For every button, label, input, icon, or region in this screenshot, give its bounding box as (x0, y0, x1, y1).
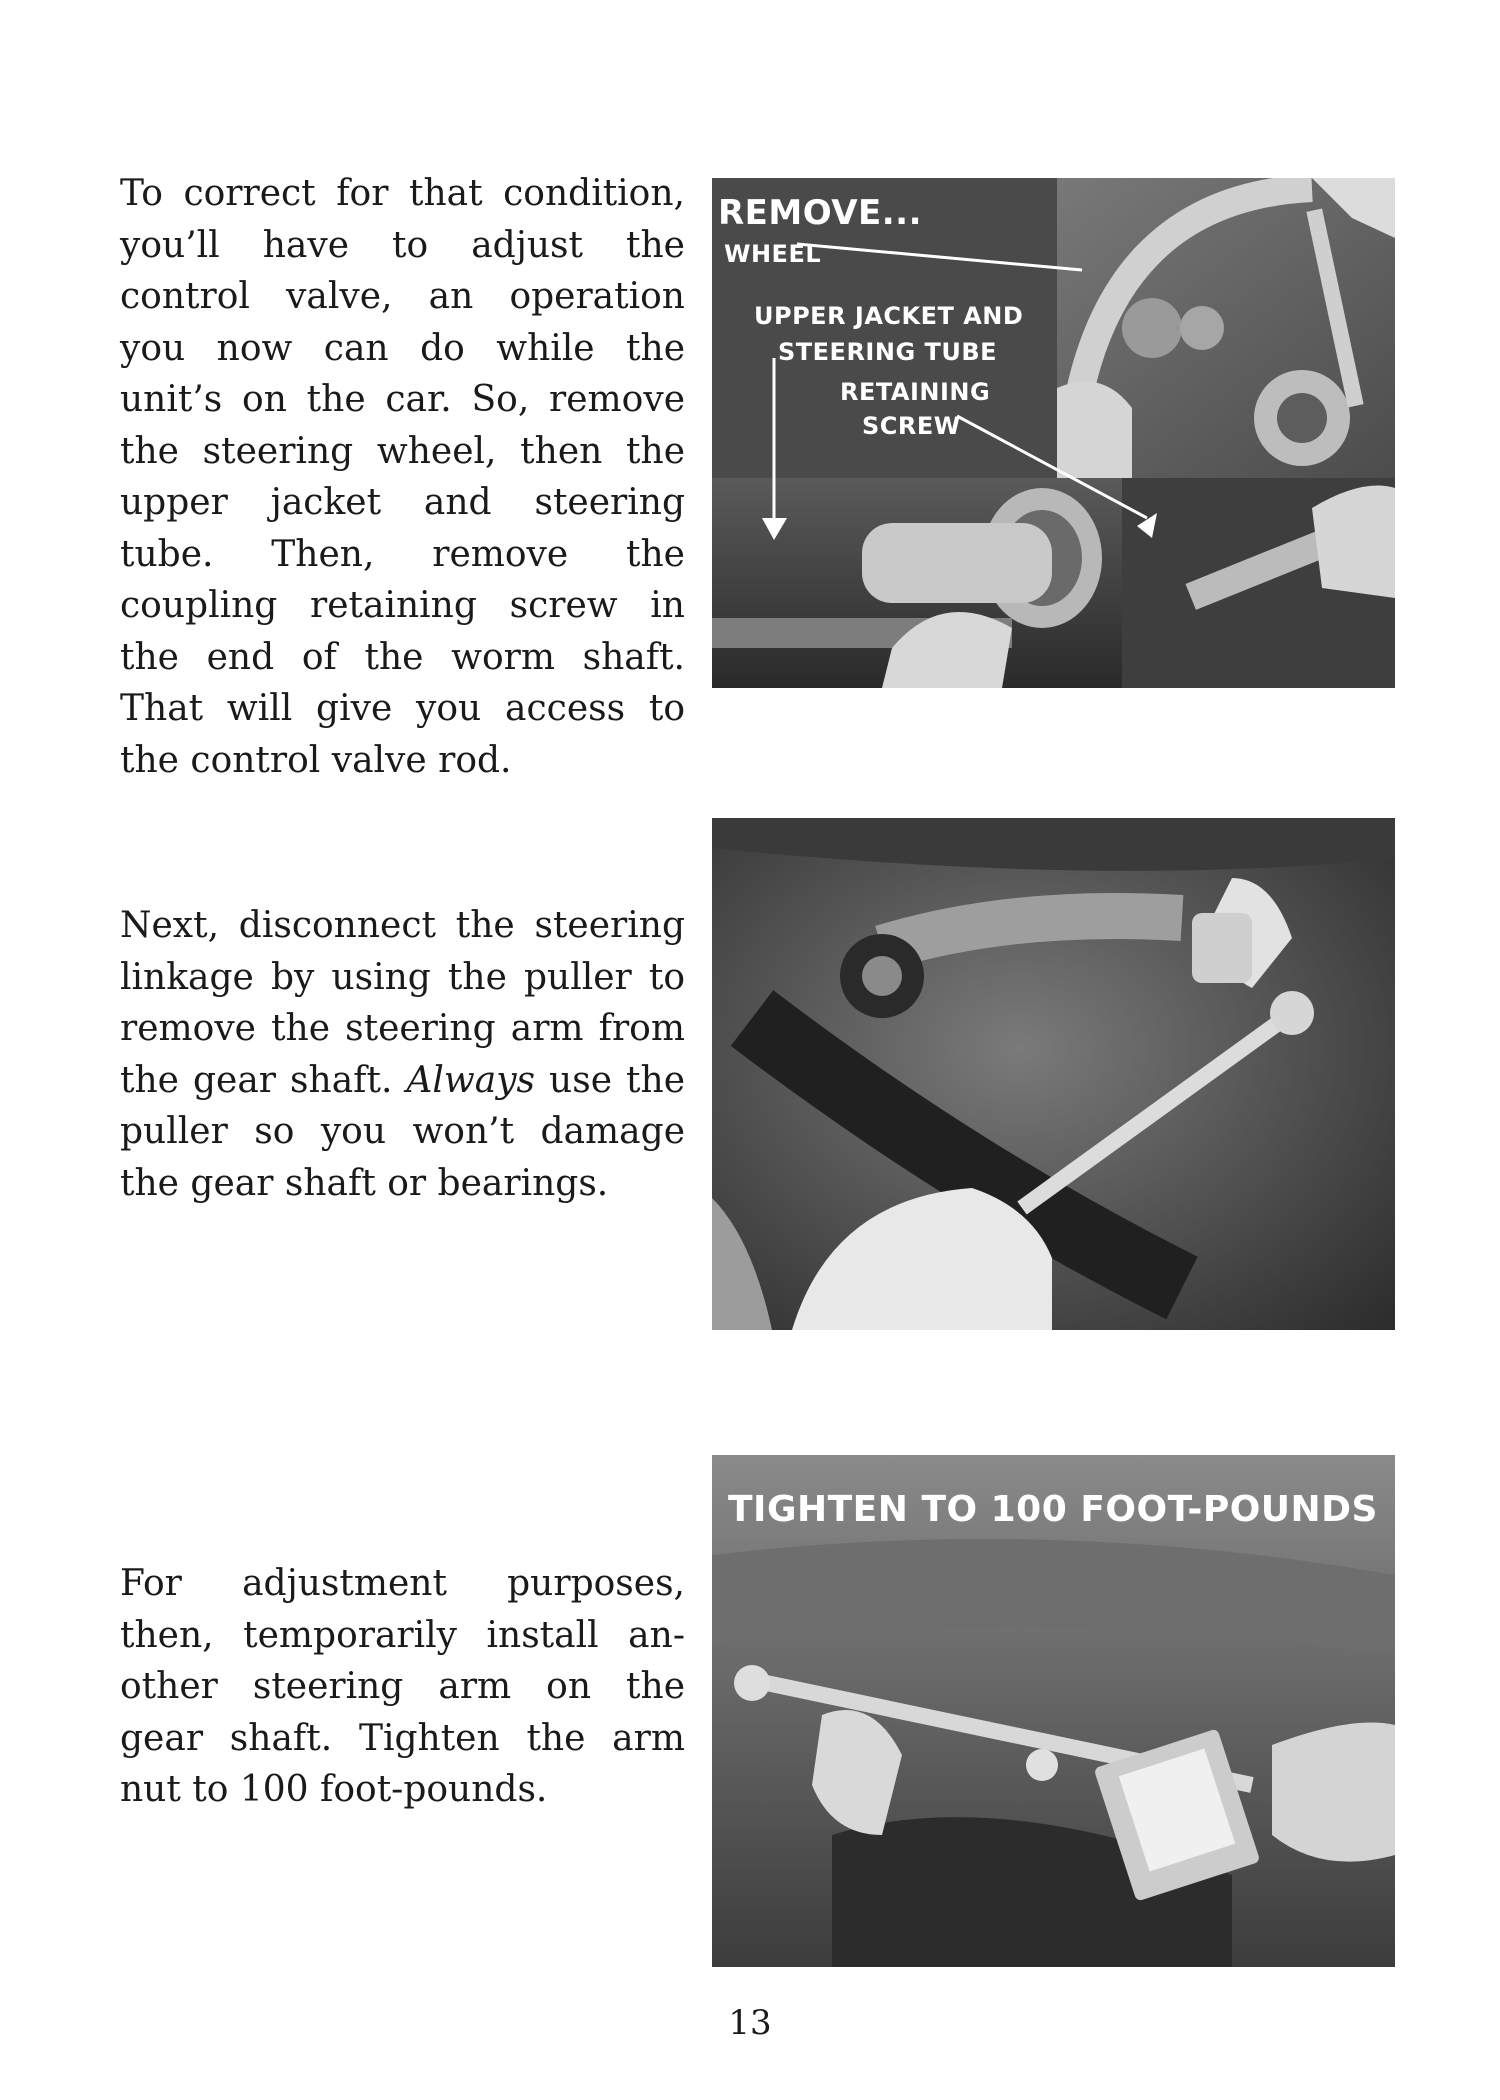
photo-steering-column-illustration (712, 178, 1395, 688)
label-remove-heading: REMOVE... (718, 193, 923, 233)
label-wheel: WHEEL (724, 240, 822, 268)
label-retaining-screw-line-1: RETAINING (840, 378, 991, 406)
photo-torque-wrench (712, 1455, 1395, 1967)
page-number: 13 (728, 2003, 772, 2043)
photo-steering-column-removal (712, 178, 1395, 688)
paragraph-disconnect-linkage (120, 900, 685, 1209)
label-retaining-screw-line-2: SCREW (862, 412, 961, 440)
emphasis-always: Always (406, 1059, 536, 1101)
caption-tighten: TIGHTEN TO 100 FOOT-POUNDS (728, 1489, 1378, 1530)
label-upper-jacket-line-1: UPPER JACKET AND (754, 302, 1024, 330)
paragraph-remove-steering-wheel: To correct for that condition, you’ll have to adjust the control valve, an operation you now can do while the unit’s on the car. So, remove the steering wheel, then the upper jacket and steering tube. Then, remove the coupling retaining screw in the end of the worm shaft. That will give you access to the control valve rod. (120, 173, 685, 781)
label-upper-jacket-line-2: STEERING TUBE (778, 338, 998, 366)
photo-puller-steering-arm (712, 818, 1395, 1330)
photo-puller-illustration (712, 818, 1395, 1330)
photo-torque-wrench-illustration (712, 1455, 1395, 1967)
paragraph-install-steering-arm: For adjustment purposes, then, temporarily install another steering arm on the gear shaft. Tighten the arm nut to 100 foot-pounds. (120, 1563, 685, 1810)
paragraph-text: Next, disconnect the steering linkage by using the puller to remove the steering arm from the gear shaft. (120, 905, 685, 1101)
paragraph-text: use the puller so you won’t damage the gear shaft or bearings. (120, 1059, 686, 1204)
